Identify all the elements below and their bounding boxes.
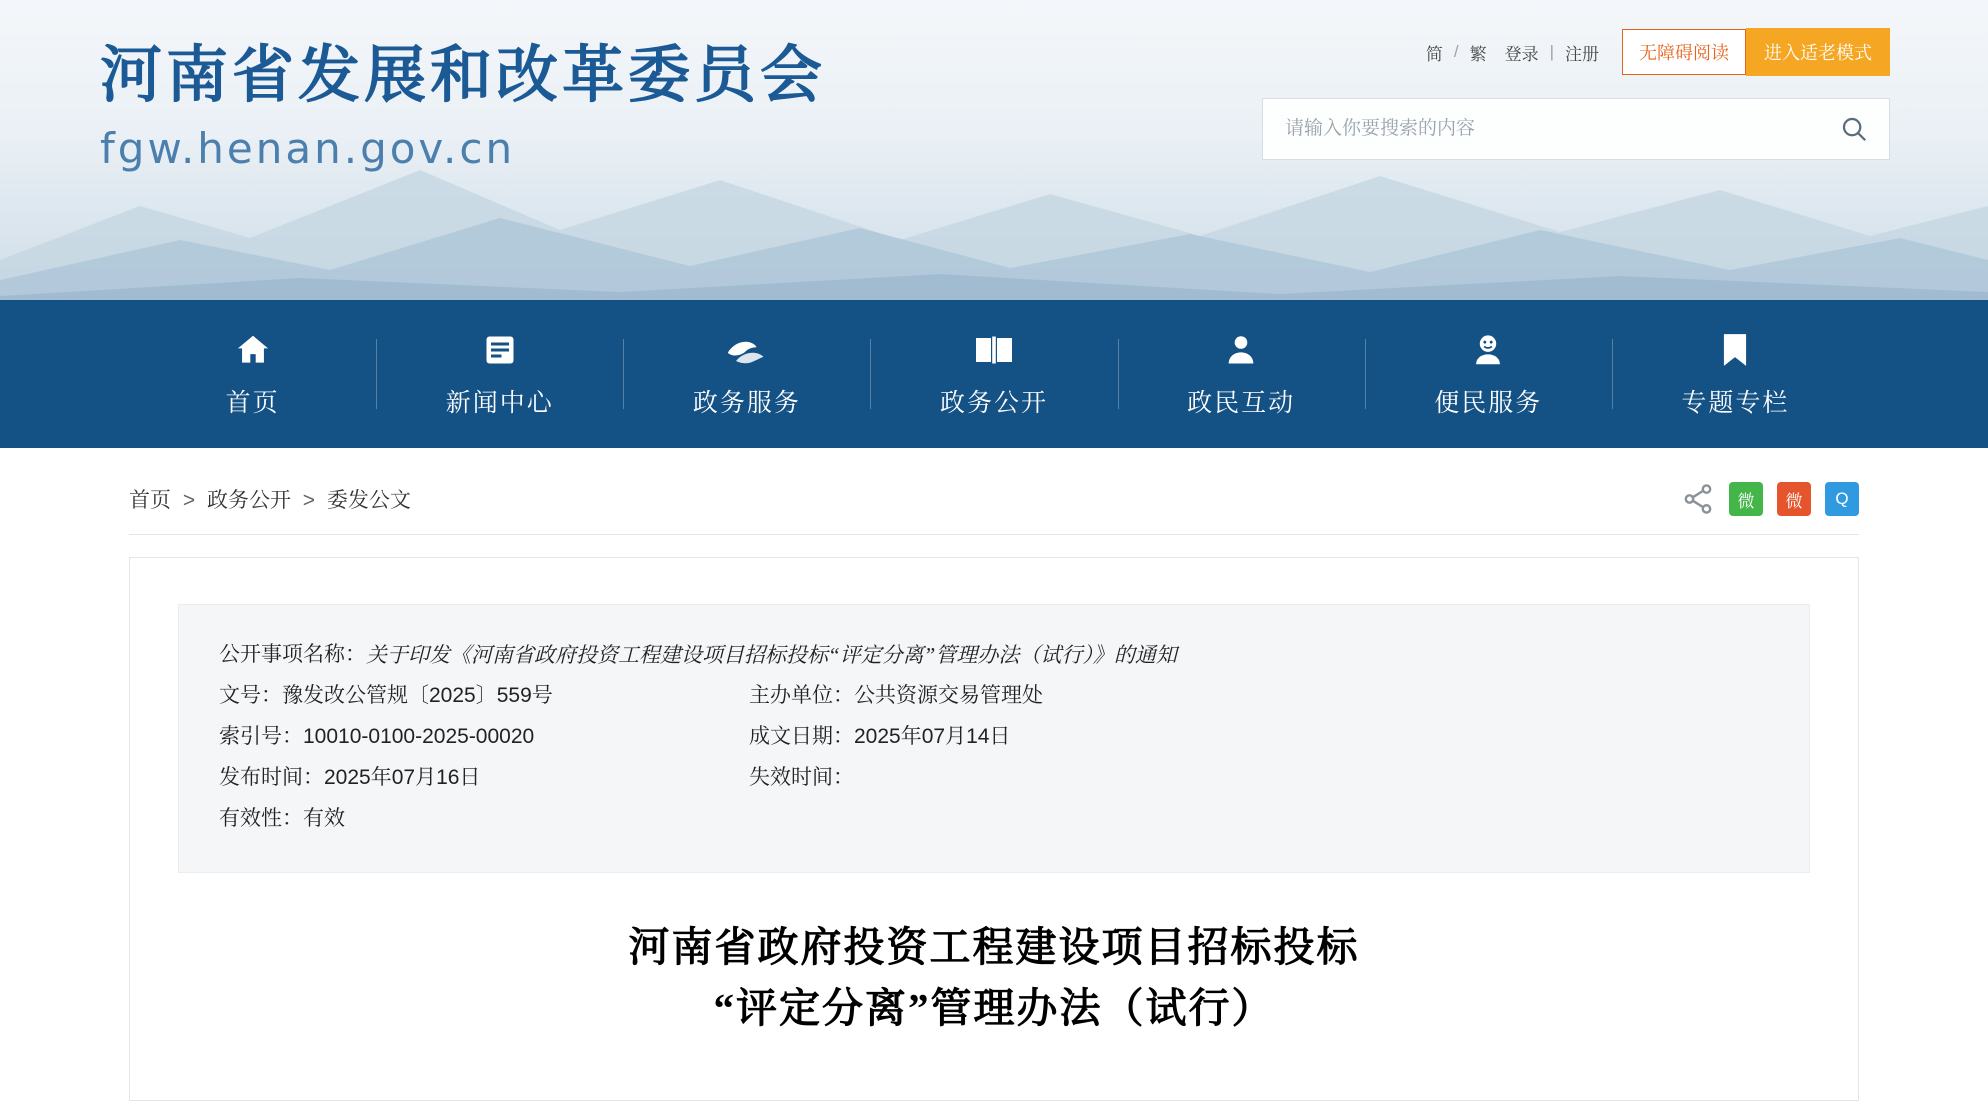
service-hands-icon <box>725 329 769 371</box>
breadcrumb-item-home[interactable]: 首页 <box>129 489 171 512</box>
meta-value-publish: 2025年07月16日 <box>324 765 481 789</box>
login-link[interactable]: 登录 <box>1504 44 1539 64</box>
breadcrumb-bar <box>129 448 1859 535</box>
meta-row-docnum <box>219 676 1769 717</box>
site-logo[interactable] <box>100 36 826 173</box>
nav-item-convenience[interactable] <box>1365 321 1612 427</box>
nav-label-interaction: 政民互动 <box>1187 389 1296 417</box>
meta-cell-name <box>219 635 1177 676</box>
document-title-line2: “评定分离”管理办法（试行） <box>713 985 1275 1032</box>
meta-label-org: 主办单位： <box>749 683 854 707</box>
qq-share-icon[interactable]: Q <box>1825 482 1859 516</box>
meta-row-valid <box>219 799 1769 840</box>
smile-person-icon <box>1469 329 1507 371</box>
meta-cell-publish <box>219 758 749 799</box>
lang-separator: / <box>1453 42 1459 61</box>
meta-cell-valid <box>219 799 749 840</box>
document-title <box>178 917 1810 1040</box>
header-right <box>1262 28 1890 160</box>
breadcrumb <box>129 484 411 514</box>
article-container <box>129 557 1859 1101</box>
elder-mode-button[interactable]: 进入适老模式 <box>1746 28 1890 76</box>
nav-label-topics: 专题专栏 <box>1681 389 1790 417</box>
meta-label-date: 成文日期： <box>749 724 854 748</box>
accessible-reading-button[interactable]: 无障碍阅读 <box>1622 29 1746 75</box>
site-title: 河南省发展和改革委员会 <box>100 38 827 111</box>
main-navigation <box>0 300 1988 448</box>
search-bar[interactable] <box>1262 98 1890 160</box>
weibo-share-icon[interactable]: 微 <box>1777 482 1811 516</box>
breadcrumb-item-open[interactable]: 政务公开 <box>206 489 291 512</box>
meta-value-name: 关于印发《河南省政府投资工程建设项目招标投标“评定分离”管理办法（试行）》的通知 <box>366 643 1177 667</box>
breadcrumb-item-documents[interactable]: 委发公文 <box>326 489 411 512</box>
link-separator: | <box>1549 42 1554 61</box>
share-icon[interactable] <box>1681 482 1715 516</box>
meta-label-name: 公开事项名称： <box>219 643 366 666</box>
breadcrumb-separator-1: > <box>182 489 196 512</box>
nav-label-service: 政务服务 <box>692 389 801 417</box>
meta-value-docnum: 豫发改公管规〔2025〕559号 <box>282 683 553 707</box>
nav-item-interaction[interactable] <box>1118 321 1365 427</box>
share-group <box>1681 482 1859 516</box>
nav-label-home: 首页 <box>225 389 280 417</box>
meta-cell-org <box>749 676 1043 717</box>
nav-item-news[interactable] <box>376 321 623 427</box>
bookmark-icon <box>1719 329 1751 371</box>
meta-value-org: 公共资源交易管理处 <box>854 683 1043 707</box>
meta-label-index: 索引号： <box>219 724 303 748</box>
meta-value-index: 10010-0100-2025-00020 <box>303 724 535 748</box>
lang-traditional[interactable]: 繁 <box>1469 44 1487 64</box>
document-title-line1: 河南省政府投资工程建设项目招标投标 <box>628 923 1360 970</box>
document-meta-table <box>178 604 1810 873</box>
nav-item-topics[interactable] <box>1612 321 1859 427</box>
site-banner <box>0 0 1988 300</box>
meta-label-docnum: 文号： <box>219 683 282 707</box>
meta-cell-date <box>749 717 1010 758</box>
meta-row-name <box>219 635 1769 676</box>
breadcrumb-separator-2: > <box>302 489 316 512</box>
open-book-icon <box>973 329 1015 371</box>
site-url: fgw.henan.gov.cn <box>100 123 516 173</box>
nav-label-convenience: 便民服务 <box>1434 389 1543 417</box>
nav-item-home[interactable] <box>129 321 376 427</box>
meta-cell-expire <box>749 758 854 799</box>
home-icon <box>233 329 273 371</box>
meta-value-date: 2025年07月14日 <box>854 724 1011 748</box>
lang-simplified[interactable]: 简 <box>1425 44 1443 64</box>
meta-row-index <box>219 717 1769 758</box>
meta-cell-index <box>219 717 749 758</box>
wechat-share-icon[interactable]: 微 <box>1729 482 1763 516</box>
person-icon <box>1223 329 1259 371</box>
top-links <box>1262 28 1890 76</box>
search-input[interactable] <box>1283 117 1839 141</box>
nav-label-news: 新闻中心 <box>445 389 554 417</box>
register-link[interactable]: 注册 <box>1565 44 1599 64</box>
meta-label-valid: 有效性： <box>219 806 303 830</box>
meta-row-publish <box>219 758 1769 799</box>
meta-label-publish: 发布时间： <box>219 765 324 789</box>
meta-label-expire: 失效时间： <box>749 765 854 789</box>
meta-cell-docnum <box>219 676 749 717</box>
nav-label-open: 政务公开 <box>939 389 1048 417</box>
meta-value-valid: 有效 <box>303 806 345 830</box>
nav-item-service[interactable] <box>623 321 870 427</box>
news-icon <box>482 329 518 371</box>
nav-item-open[interactable] <box>870 321 1117 427</box>
search-icon[interactable] <box>1839 114 1869 144</box>
